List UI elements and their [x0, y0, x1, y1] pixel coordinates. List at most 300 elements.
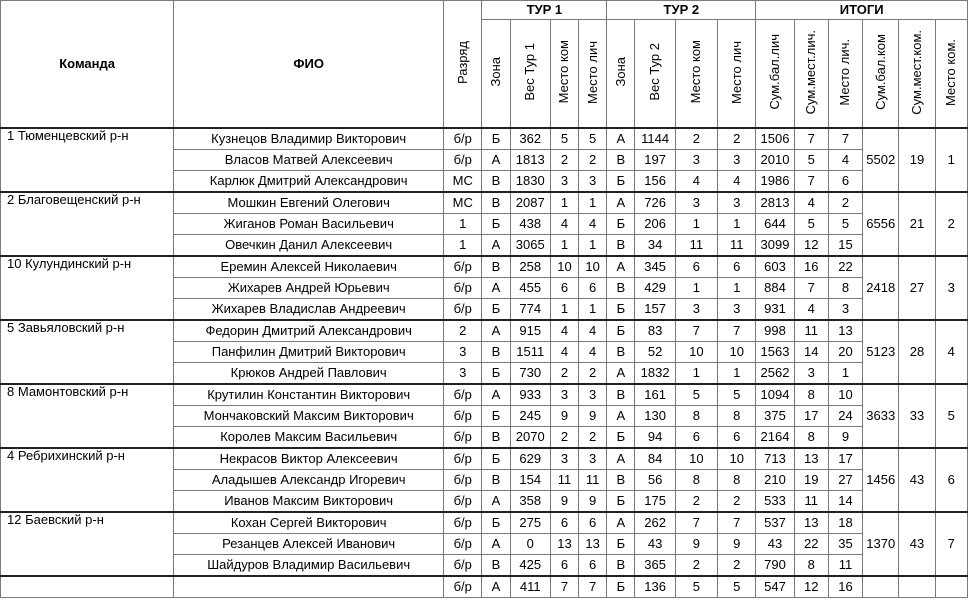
- t2-team-place-cell[interactable]: 9: [675, 534, 717, 555]
- t2-team-place-cell[interactable]: 10: [675, 342, 717, 363]
- t1-personal-place-cell[interactable]: 4: [579, 320, 607, 342]
- t1-weight-cell[interactable]: 358: [510, 491, 550, 513]
- t1-zone-cell[interactable]: А: [482, 320, 510, 342]
- t1-weight-cell[interactable]: 933: [510, 384, 550, 406]
- t1-weight-cell[interactable]: 0: [510, 534, 550, 555]
- t2-personal-place-cell[interactable]: 1: [718, 363, 756, 385]
- fio-cell[interactable]: Кузнецов Владимир Викторович: [174, 128, 444, 150]
- team-sum-points-cell[interactable]: 2418: [863, 256, 899, 320]
- t2-team-place-cell[interactable]: 3: [675, 299, 717, 321]
- fio-cell[interactable]: Еремин Алексей Николаевич: [174, 256, 444, 278]
- t2-personal-place-cell[interactable]: 5: [718, 576, 756, 598]
- t2-personal-place-cell[interactable]: 8: [718, 406, 756, 427]
- fio-cell[interactable]: Крутилин Константин Викторович: [174, 384, 444, 406]
- team-name-cell[interactable]: 8 Мамонтовский р-н: [1, 384, 174, 448]
- t2-team-place-cell[interactable]: 3: [675, 150, 717, 171]
- t2-personal-place-cell[interactable]: 3: [718, 299, 756, 321]
- sum-points-personal-cell[interactable]: 1986: [756, 171, 794, 193]
- t1-weight-cell[interactable]: 2087: [510, 192, 550, 214]
- t2-weight-cell[interactable]: 345: [635, 256, 675, 278]
- team-place-cell[interactable]: 3: [935, 256, 967, 320]
- t2-team-place-cell[interactable]: 11: [675, 235, 717, 257]
- t1-personal-place-cell[interactable]: 11: [579, 470, 607, 491]
- t1-zone-cell[interactable]: А: [482, 150, 510, 171]
- team-place-cell[interactable]: 6: [935, 448, 967, 512]
- place-personal-cell[interactable]: 14: [828, 491, 862, 513]
- t2-team-place-cell[interactable]: 7: [675, 512, 717, 534]
- t1-zone-cell[interactable]: Б: [482, 512, 510, 534]
- team-sum-points-cell[interactable]: [863, 576, 899, 598]
- team-sum-places-cell[interactable]: 19: [899, 128, 935, 192]
- fio-cell[interactable]: Крюков Андрей Павлович: [174, 363, 444, 385]
- t2-personal-place-cell[interactable]: 7: [718, 512, 756, 534]
- t2-zone-cell[interactable]: Б: [607, 214, 635, 235]
- fio-cell[interactable]: Карлюк Дмитрий Александрович: [174, 171, 444, 193]
- t1-zone-cell[interactable]: А: [482, 384, 510, 406]
- place-personal-cell[interactable]: 8: [828, 278, 862, 299]
- rank-cell[interactable]: 3: [444, 342, 482, 363]
- t1-zone-cell[interactable]: В: [482, 555, 510, 577]
- team-sum-places-cell[interactable]: 33: [899, 384, 935, 448]
- rank-cell[interactable]: б/р: [444, 150, 482, 171]
- t1-team-place-cell[interactable]: 2: [550, 363, 578, 385]
- t2-weight-cell[interactable]: 206: [635, 214, 675, 235]
- sum-points-personal-cell[interactable]: 2813: [756, 192, 794, 214]
- col-header-t1-weight[interactable]: Вес Тур 1: [510, 20, 550, 129]
- sum-points-personal-cell[interactable]: 884: [756, 278, 794, 299]
- place-personal-cell[interactable]: 22: [828, 256, 862, 278]
- team-sum-points-cell[interactable]: 1370: [863, 512, 899, 576]
- t1-personal-place-cell[interactable]: 7: [579, 576, 607, 598]
- t2-zone-cell[interactable]: Б: [607, 491, 635, 513]
- t2-team-place-cell[interactable]: 6: [675, 427, 717, 449]
- place-personal-cell[interactable]: 11: [828, 555, 862, 577]
- t1-weight-cell[interactable]: 154: [510, 470, 550, 491]
- place-personal-cell[interactable]: 7: [828, 128, 862, 150]
- t2-weight-cell[interactable]: 161: [635, 384, 675, 406]
- t1-zone-cell[interactable]: А: [482, 534, 510, 555]
- t2-personal-place-cell[interactable]: 7: [718, 320, 756, 342]
- team-place-cell[interactable]: 2: [935, 192, 967, 256]
- sum-places-personal-cell[interactable]: 8: [794, 555, 828, 577]
- t1-personal-place-cell[interactable]: 2: [579, 427, 607, 449]
- t2-weight-cell[interactable]: 34: [635, 235, 675, 257]
- t2-weight-cell[interactable]: 84: [635, 448, 675, 470]
- team-place-cell[interactable]: 1: [935, 128, 967, 192]
- t2-personal-place-cell[interactable]: 10: [718, 342, 756, 363]
- t1-team-place-cell[interactable]: 3: [550, 384, 578, 406]
- sum-points-personal-cell[interactable]: 1506: [756, 128, 794, 150]
- t2-zone-cell[interactable]: А: [607, 192, 635, 214]
- place-personal-cell[interactable]: 35: [828, 534, 862, 555]
- t2-team-place-cell[interactable]: 2: [675, 491, 717, 513]
- col-header-t1-zone[interactable]: Зона: [482, 20, 510, 129]
- t1-team-place-cell[interactable]: 10: [550, 256, 578, 278]
- t1-weight-cell[interactable]: 774: [510, 299, 550, 321]
- sum-places-personal-cell[interactable]: 8: [794, 384, 828, 406]
- rank-cell[interactable]: б/р: [444, 278, 482, 299]
- rank-cell[interactable]: б/р: [444, 491, 482, 513]
- t2-team-place-cell[interactable]: 7: [675, 320, 717, 342]
- team-name-cell[interactable]: 5 Завьяловский р-н: [1, 320, 174, 384]
- team-sum-places-cell[interactable]: 43: [899, 512, 935, 576]
- t1-personal-place-cell[interactable]: 3: [579, 171, 607, 193]
- t2-team-place-cell[interactable]: 5: [675, 576, 717, 598]
- t2-zone-cell[interactable]: Б: [607, 320, 635, 342]
- t1-team-place-cell[interactable]: 3: [550, 448, 578, 470]
- t1-personal-place-cell[interactable]: 2: [579, 150, 607, 171]
- group-header-totals[interactable]: ИТОГИ: [756, 1, 968, 20]
- t2-team-place-cell[interactable]: 2: [675, 128, 717, 150]
- t2-personal-place-cell[interactable]: 2: [718, 491, 756, 513]
- t2-weight-cell[interactable]: 43: [635, 534, 675, 555]
- fio-cell[interactable]: Панфилин Дмитрий Викторович: [174, 342, 444, 363]
- t2-personal-place-cell[interactable]: 9: [718, 534, 756, 555]
- t1-team-place-cell[interactable]: 4: [550, 214, 578, 235]
- col-header-place-personal[interactable]: Место лич.: [828, 20, 862, 129]
- t1-weight-cell[interactable]: 1511: [510, 342, 550, 363]
- t1-personal-place-cell[interactable]: 4: [579, 214, 607, 235]
- t1-weight-cell[interactable]: 258: [510, 256, 550, 278]
- rank-cell[interactable]: б/р: [444, 256, 482, 278]
- t2-zone-cell[interactable]: Б: [607, 576, 635, 598]
- t1-zone-cell[interactable]: В: [482, 470, 510, 491]
- t1-personal-place-cell[interactable]: 3: [579, 384, 607, 406]
- t2-personal-place-cell[interactable]: 8: [718, 470, 756, 491]
- t2-zone-cell[interactable]: А: [607, 448, 635, 470]
- rank-cell[interactable]: 1: [444, 214, 482, 235]
- t2-weight-cell[interactable]: 52: [635, 342, 675, 363]
- t2-weight-cell[interactable]: 1144: [635, 128, 675, 150]
- t2-zone-cell[interactable]: В: [607, 555, 635, 577]
- place-personal-cell[interactable]: 5: [828, 214, 862, 235]
- t2-weight-cell[interactable]: 429: [635, 278, 675, 299]
- t1-personal-place-cell[interactable]: 6: [579, 555, 607, 577]
- fio-cell[interactable]: Иванов Максим Викторович: [174, 491, 444, 513]
- team-name-cell[interactable]: 10 Кулундинский р-н: [1, 256, 174, 320]
- sum-places-personal-cell[interactable]: 13: [794, 448, 828, 470]
- sum-points-personal-cell[interactable]: 790: [756, 555, 794, 577]
- team-place-cell[interactable]: 7: [935, 512, 967, 576]
- t1-weight-cell[interactable]: 730: [510, 363, 550, 385]
- t1-team-place-cell[interactable]: 1: [550, 235, 578, 257]
- col-header-rank[interactable]: Разряд: [444, 1, 482, 129]
- fio-cell[interactable]: [174, 576, 444, 598]
- col-header-sum-points-team[interactable]: Сум.бал.ком: [863, 20, 899, 129]
- t1-zone-cell[interactable]: В: [482, 192, 510, 214]
- t1-personal-place-cell[interactable]: 13: [579, 534, 607, 555]
- t2-zone-cell[interactable]: В: [607, 384, 635, 406]
- t2-weight-cell[interactable]: 726: [635, 192, 675, 214]
- col-header-t2-personal-place[interactable]: Место лич: [718, 20, 756, 129]
- sum-places-personal-cell[interactable]: 17: [794, 406, 828, 427]
- fio-cell[interactable]: Мошкин Евгений Олегович: [174, 192, 444, 214]
- sum-points-personal-cell[interactable]: 3099: [756, 235, 794, 257]
- t1-weight-cell[interactable]: 275: [510, 512, 550, 534]
- t2-zone-cell[interactable]: А: [607, 406, 635, 427]
- t2-zone-cell[interactable]: В: [607, 342, 635, 363]
- fio-cell[interactable]: Жихарев Андрей Юрьевич: [174, 278, 444, 299]
- t2-zone-cell[interactable]: Б: [607, 171, 635, 193]
- t2-team-place-cell[interactable]: 8: [675, 406, 717, 427]
- sum-points-personal-cell[interactable]: 537: [756, 512, 794, 534]
- t2-team-place-cell[interactable]: 1: [675, 363, 717, 385]
- team-sum-points-cell[interactable]: 6556: [863, 192, 899, 256]
- t2-personal-place-cell[interactable]: 2: [718, 128, 756, 150]
- place-personal-cell[interactable]: 13: [828, 320, 862, 342]
- t1-personal-place-cell[interactable]: 10: [579, 256, 607, 278]
- t2-personal-place-cell[interactable]: 6: [718, 427, 756, 449]
- sum-places-personal-cell[interactable]: 13: [794, 512, 828, 534]
- sum-points-personal-cell[interactable]: 533: [756, 491, 794, 513]
- sum-points-personal-cell[interactable]: 2010: [756, 150, 794, 171]
- place-personal-cell[interactable]: 15: [828, 235, 862, 257]
- sum-places-personal-cell[interactable]: 12: [794, 576, 828, 598]
- team-sum-points-cell[interactable]: 5502: [863, 128, 899, 192]
- t1-team-place-cell[interactable]: 5: [550, 128, 578, 150]
- t1-weight-cell[interactable]: 1830: [510, 171, 550, 193]
- t2-personal-place-cell[interactable]: 10: [718, 448, 756, 470]
- t1-personal-place-cell[interactable]: 5: [579, 128, 607, 150]
- t2-zone-cell[interactable]: А: [607, 363, 635, 385]
- t1-personal-place-cell[interactable]: 6: [579, 512, 607, 534]
- t1-team-place-cell[interactable]: 6: [550, 555, 578, 577]
- sum-places-personal-cell[interactable]: 7: [794, 128, 828, 150]
- t1-weight-cell[interactable]: 3065: [510, 235, 550, 257]
- place-personal-cell[interactable]: 2: [828, 192, 862, 214]
- rank-cell[interactable]: МС: [444, 171, 482, 193]
- t1-team-place-cell[interactable]: 11: [550, 470, 578, 491]
- t1-zone-cell[interactable]: В: [482, 171, 510, 193]
- sum-points-personal-cell[interactable]: 375: [756, 406, 794, 427]
- place-personal-cell[interactable]: 10: [828, 384, 862, 406]
- t1-personal-place-cell[interactable]: 2: [579, 363, 607, 385]
- t1-zone-cell[interactable]: А: [482, 235, 510, 257]
- t2-weight-cell[interactable]: 136: [635, 576, 675, 598]
- team-sum-places-cell[interactable]: [899, 576, 935, 598]
- t1-weight-cell[interactable]: 425: [510, 555, 550, 577]
- t2-zone-cell[interactable]: В: [607, 470, 635, 491]
- t1-weight-cell[interactable]: 629: [510, 448, 550, 470]
- t2-weight-cell[interactable]: 262: [635, 512, 675, 534]
- rank-cell[interactable]: б/р: [444, 299, 482, 321]
- col-header-t1-team-place[interactable]: Место ком: [550, 20, 578, 129]
- t1-personal-place-cell[interactable]: 1: [579, 192, 607, 214]
- t1-personal-place-cell[interactable]: 4: [579, 342, 607, 363]
- t1-weight-cell[interactable]: 362: [510, 128, 550, 150]
- t1-zone-cell[interactable]: Б: [482, 363, 510, 385]
- t2-personal-place-cell[interactable]: 3: [718, 192, 756, 214]
- team-name-cell[interactable]: [1, 576, 174, 598]
- sum-points-personal-cell[interactable]: 210: [756, 470, 794, 491]
- t1-weight-cell[interactable]: 245: [510, 406, 550, 427]
- t1-team-place-cell[interactable]: 3: [550, 171, 578, 193]
- t2-weight-cell[interactable]: 156: [635, 171, 675, 193]
- t2-zone-cell[interactable]: Б: [607, 299, 635, 321]
- t1-team-place-cell[interactable]: 1: [550, 192, 578, 214]
- rank-cell[interactable]: МС: [444, 192, 482, 214]
- t1-weight-cell[interactable]: 438: [510, 214, 550, 235]
- sum-places-personal-cell[interactable]: 5: [794, 150, 828, 171]
- col-header-t2-team-place[interactable]: Место ком: [675, 20, 717, 129]
- t2-weight-cell[interactable]: 365: [635, 555, 675, 577]
- sum-points-personal-cell[interactable]: 603: [756, 256, 794, 278]
- t2-weight-cell[interactable]: 94: [635, 427, 675, 449]
- t1-zone-cell[interactable]: В: [482, 342, 510, 363]
- t2-team-place-cell[interactable]: 3: [675, 192, 717, 214]
- rank-cell[interactable]: б/р: [444, 470, 482, 491]
- rank-cell[interactable]: 1: [444, 235, 482, 257]
- sum-points-personal-cell[interactable]: 644: [756, 214, 794, 235]
- t1-zone-cell[interactable]: Б: [482, 214, 510, 235]
- rank-cell[interactable]: б/р: [444, 448, 482, 470]
- sum-points-personal-cell[interactable]: 1094: [756, 384, 794, 406]
- t1-team-place-cell[interactable]: 4: [550, 320, 578, 342]
- t2-team-place-cell[interactable]: 6: [675, 256, 717, 278]
- sum-points-personal-cell[interactable]: 713: [756, 448, 794, 470]
- t2-zone-cell[interactable]: В: [607, 150, 635, 171]
- sum-places-personal-cell[interactable]: 4: [794, 299, 828, 321]
- fio-cell[interactable]: Жихарев Владислав Андреевич: [174, 299, 444, 321]
- col-header-fio[interactable]: ФИО: [174, 1, 444, 129]
- place-personal-cell[interactable]: 1: [828, 363, 862, 385]
- t2-team-place-cell[interactable]: 4: [675, 171, 717, 193]
- team-name-cell[interactable]: 2 Благовещенский р-н: [1, 192, 174, 256]
- t2-zone-cell[interactable]: В: [607, 235, 635, 257]
- t2-personal-place-cell[interactable]: 2: [718, 555, 756, 577]
- rank-cell[interactable]: б/р: [444, 555, 482, 577]
- t2-team-place-cell[interactable]: 1: [675, 214, 717, 235]
- t2-personal-place-cell[interactable]: 4: [718, 171, 756, 193]
- t2-weight-cell[interactable]: 130: [635, 406, 675, 427]
- sum-points-personal-cell[interactable]: 931: [756, 299, 794, 321]
- sum-points-personal-cell[interactable]: 2164: [756, 427, 794, 449]
- team-sum-places-cell[interactable]: 21: [899, 192, 935, 256]
- team-place-cell[interactable]: [935, 576, 967, 598]
- t2-weight-cell[interactable]: 175: [635, 491, 675, 513]
- team-name-cell[interactable]: 4 Ребрихинский р-н: [1, 448, 174, 512]
- rank-cell[interactable]: 2: [444, 320, 482, 342]
- sum-places-personal-cell[interactable]: 7: [794, 278, 828, 299]
- place-personal-cell[interactable]: 16: [828, 576, 862, 598]
- fio-cell[interactable]: Федорин Дмитрий Александрович: [174, 320, 444, 342]
- place-personal-cell[interactable]: 18: [828, 512, 862, 534]
- t1-personal-place-cell[interactable]: 9: [579, 491, 607, 513]
- col-header-sum-points-personal[interactable]: Сум.бал.лич: [756, 20, 794, 129]
- sum-places-personal-cell[interactable]: 12: [794, 235, 828, 257]
- t2-personal-place-cell[interactable]: 6: [718, 256, 756, 278]
- t2-team-place-cell[interactable]: 1: [675, 278, 717, 299]
- sum-places-personal-cell[interactable]: 11: [794, 320, 828, 342]
- sum-places-personal-cell[interactable]: 7: [794, 171, 828, 193]
- t2-zone-cell[interactable]: А: [607, 256, 635, 278]
- t1-team-place-cell[interactable]: 2: [550, 150, 578, 171]
- team-name-cell[interactable]: 1 Тюменцевский р-н: [1, 128, 174, 192]
- place-personal-cell[interactable]: 9: [828, 427, 862, 449]
- col-header-t2-weight[interactable]: Вес Тур 2: [635, 20, 675, 129]
- sum-places-personal-cell[interactable]: 3: [794, 363, 828, 385]
- t1-zone-cell[interactable]: В: [482, 427, 510, 449]
- t1-team-place-cell[interactable]: 9: [550, 491, 578, 513]
- t2-weight-cell[interactable]: 157: [635, 299, 675, 321]
- t1-team-place-cell[interactable]: 6: [550, 278, 578, 299]
- place-personal-cell[interactable]: 6: [828, 171, 862, 193]
- group-header-tour1[interactable]: ТУР 1: [482, 1, 607, 20]
- t1-zone-cell[interactable]: А: [482, 576, 510, 598]
- team-sum-places-cell[interactable]: 43: [899, 448, 935, 512]
- t2-personal-place-cell[interactable]: 1: [718, 214, 756, 235]
- t1-weight-cell[interactable]: 915: [510, 320, 550, 342]
- t2-personal-place-cell[interactable]: 3: [718, 150, 756, 171]
- t1-zone-cell[interactable]: А: [482, 491, 510, 513]
- team-place-cell[interactable]: 4: [935, 320, 967, 384]
- team-sum-points-cell[interactable]: 5123: [863, 320, 899, 384]
- col-header-t2-zone[interactable]: Зона: [607, 20, 635, 129]
- rank-cell[interactable]: б/р: [444, 406, 482, 427]
- fio-cell[interactable]: Овечкин Данил Алексеевич: [174, 235, 444, 257]
- team-sum-places-cell[interactable]: 28: [899, 320, 935, 384]
- t2-team-place-cell[interactable]: 8: [675, 470, 717, 491]
- place-personal-cell[interactable]: 17: [828, 448, 862, 470]
- rank-cell[interactable]: б/р: [444, 576, 482, 598]
- t2-personal-place-cell[interactable]: 11: [718, 235, 756, 257]
- t1-zone-cell[interactable]: Б: [482, 448, 510, 470]
- t1-personal-place-cell[interactable]: 1: [579, 235, 607, 257]
- t1-personal-place-cell[interactable]: 9: [579, 406, 607, 427]
- rank-cell[interactable]: 3: [444, 363, 482, 385]
- sum-points-personal-cell[interactable]: 43: [756, 534, 794, 555]
- t2-weight-cell[interactable]: 197: [635, 150, 675, 171]
- t1-team-place-cell[interactable]: 2: [550, 427, 578, 449]
- sum-places-personal-cell[interactable]: 8: [794, 427, 828, 449]
- fio-cell[interactable]: Резанцев Алексей Иванович: [174, 534, 444, 555]
- t1-team-place-cell[interactable]: 1: [550, 299, 578, 321]
- sum-places-personal-cell[interactable]: 16: [794, 256, 828, 278]
- sum-places-personal-cell[interactable]: 4: [794, 192, 828, 214]
- team-place-cell[interactable]: 5: [935, 384, 967, 448]
- t2-weight-cell[interactable]: 1832: [635, 363, 675, 385]
- fio-cell[interactable]: Кохан Сергей Викторович: [174, 512, 444, 534]
- place-personal-cell[interactable]: 27: [828, 470, 862, 491]
- t1-team-place-cell[interactable]: 9: [550, 406, 578, 427]
- col-header-sum-places-team[interactable]: Сум.мест.ком.: [899, 20, 935, 129]
- t2-weight-cell[interactable]: 56: [635, 470, 675, 491]
- col-header-sum-places-personal[interactable]: Сум.мест.лич.: [794, 20, 828, 129]
- t2-team-place-cell[interactable]: 5: [675, 384, 717, 406]
- t2-personal-place-cell[interactable]: 1: [718, 278, 756, 299]
- place-personal-cell[interactable]: 20: [828, 342, 862, 363]
- group-header-tour2[interactable]: ТУР 2: [607, 1, 756, 20]
- t1-team-place-cell[interactable]: 13: [550, 534, 578, 555]
- t2-personal-place-cell[interactable]: 5: [718, 384, 756, 406]
- sum-points-personal-cell[interactable]: 2562: [756, 363, 794, 385]
- sum-places-personal-cell[interactable]: 19: [794, 470, 828, 491]
- col-header-place-team[interactable]: Место ком.: [935, 20, 967, 129]
- place-personal-cell[interactable]: 4: [828, 150, 862, 171]
- t1-team-place-cell[interactable]: 6: [550, 512, 578, 534]
- t2-zone-cell[interactable]: Б: [607, 427, 635, 449]
- place-personal-cell[interactable]: 24: [828, 406, 862, 427]
- t1-team-place-cell[interactable]: 4: [550, 342, 578, 363]
- t2-weight-cell[interactable]: 83: [635, 320, 675, 342]
- t1-zone-cell[interactable]: Б: [482, 128, 510, 150]
- fio-cell[interactable]: Шайдуров Владимир Васильевич: [174, 555, 444, 577]
- t1-zone-cell[interactable]: Б: [482, 299, 510, 321]
- t1-personal-place-cell[interactable]: 1: [579, 299, 607, 321]
- rank-cell[interactable]: б/р: [444, 534, 482, 555]
- fio-cell[interactable]: Жиганов Роман Васильевич: [174, 214, 444, 235]
- fio-cell[interactable]: Королев Максим Васильевич: [174, 427, 444, 449]
